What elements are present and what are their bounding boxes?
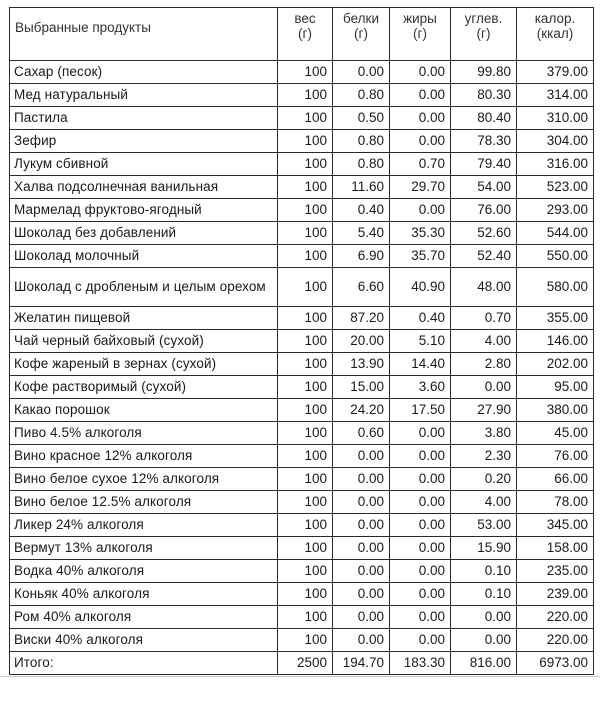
header-products: Выбранные продукты [10,8,278,61]
cell-fat: 0.00 [390,583,451,606]
table-row [10,514,594,537]
cell-protein: 0.00 [333,514,390,537]
cell-calories: 76.00 [517,445,594,468]
cell-fat: 0.00 [390,107,451,130]
cell-carbs: 78.30 [451,130,517,153]
table-row [10,61,594,84]
cell-calories: 45.00 [517,422,594,445]
cell-carbs: 76.00 [451,199,517,222]
cell-carbs: 4.00 [451,491,517,514]
cell-weight: 100 [278,399,333,422]
cell-calories: 379.00 [517,61,594,84]
table-header-row [10,8,594,61]
cell-protein: 13.90 [333,353,390,376]
table-row [10,491,594,514]
cell-product: Желатин пищевой [10,307,278,330]
table-row [10,199,594,222]
table-row [10,245,594,268]
cell-protein: 15.00 [333,376,390,399]
cell-calories: 95.00 [517,376,594,399]
cell-calories: 580.00 [517,268,594,307]
cell-protein: 0.00 [333,629,390,652]
table-row [10,445,594,468]
cell-weight: 100 [278,537,333,560]
cell-fat: 0.00 [390,61,451,84]
cell-protein: 87.20 [333,307,390,330]
cell-protein: 0.80 [333,153,390,176]
table-row [10,629,594,652]
cell-product: Вино белое сухое 12% алкоголя [10,468,278,491]
cell-weight: 100 [278,583,333,606]
table-row [10,606,594,629]
total-protein: 194.70 [333,652,390,675]
cell-protein: 0.50 [333,107,390,130]
table-row [10,307,594,330]
cell-product: Сахар (песок) [10,61,278,84]
cell-protein: 0.00 [333,537,390,560]
cell-carbs: 27.90 [451,399,517,422]
table-row [10,468,594,491]
cell-fat: 14.40 [390,353,451,376]
cell-product: Мед натуральный [10,84,278,107]
cell-fat: 0.00 [390,629,451,652]
cell-fat: 0.00 [390,199,451,222]
table-body [10,61,594,675]
cell-weight: 100 [278,330,333,353]
cell-fat: 29.70 [390,176,451,199]
cell-protein: 6.60 [333,268,390,307]
bottom-divider [0,676,600,677]
cell-fat: 5.10 [390,330,451,353]
cell-fat: 40.90 [390,268,451,307]
cell-protein: 0.00 [333,583,390,606]
cell-product: Ром 40% алкоголя [10,606,278,629]
cell-calories: 146.00 [517,330,594,353]
table-row [10,376,594,399]
cell-calories: 78.00 [517,491,594,514]
cell-calories: 314.00 [517,84,594,107]
cell-fat: 0.00 [390,445,451,468]
table-row [10,399,594,422]
cell-weight: 100 [278,514,333,537]
cell-weight: 100 [278,153,333,176]
cell-product: Вино красное 12% алкоголя [10,445,278,468]
cell-fat: 17.50 [390,399,451,422]
cell-protein: 0.00 [333,560,390,583]
table-row [10,153,594,176]
cell-weight: 100 [278,199,333,222]
cell-product: Лукум сбивной [10,153,278,176]
cell-calories: 202.00 [517,353,594,376]
table-row [10,176,594,199]
cell-protein: 0.00 [333,445,390,468]
cell-calories: 239.00 [517,583,594,606]
cell-weight: 100 [278,560,333,583]
total-calories: 6973.00 [517,652,594,675]
cell-fat: 0.70 [390,153,451,176]
cell-weight: 100 [278,468,333,491]
cell-protein: 0.00 [333,491,390,514]
cell-product: Кофе растворимый (сухой) [10,376,278,399]
cell-carbs: 0.00 [451,629,517,652]
cell-protein: 20.00 [333,330,390,353]
cell-carbs: 0.20 [451,468,517,491]
cell-carbs: 0.10 [451,560,517,583]
table-row [10,84,594,107]
cell-weight: 100 [278,307,333,330]
cell-calories: 310.00 [517,107,594,130]
table-row [10,560,594,583]
header-weight: вес (г) [278,8,333,61]
table-row [10,422,594,445]
cell-carbs: 3.80 [451,422,517,445]
cell-fat: 0.00 [390,514,451,537]
cell-calories: 304.00 [517,130,594,153]
cell-carbs: 48.00 [451,268,517,307]
cell-calories: 66.00 [517,468,594,491]
cell-protein: 5.40 [333,222,390,245]
cell-calories: 293.00 [517,199,594,222]
header-fat: жиры (г) [390,8,451,61]
table-row [10,268,594,307]
cell-weight: 100 [278,222,333,245]
cell-calories: 158.00 [517,537,594,560]
table-row [10,107,594,130]
cell-calories: 550.00 [517,245,594,268]
cell-product: Водка 40% алкоголя [10,560,278,583]
total-carbs: 816.00 [451,652,517,675]
cell-product: Мармелад фруктово-ягодный [10,199,278,222]
cell-fat: 0.00 [390,130,451,153]
cell-fat: 0.00 [390,491,451,514]
cell-carbs: 4.00 [451,330,517,353]
cell-calories: 220.00 [517,606,594,629]
cell-fat: 35.30 [390,222,451,245]
cell-weight: 100 [278,107,333,130]
cell-carbs: 2.80 [451,353,517,376]
cell-calories: 220.00 [517,629,594,652]
cell-carbs: 53.00 [451,514,517,537]
total-fat: 183.30 [390,652,451,675]
cell-carbs: 52.40 [451,245,517,268]
cell-carbs: 79.40 [451,153,517,176]
cell-product: Зефир [10,130,278,153]
cell-calories: 235.00 [517,560,594,583]
cell-protein: 11.60 [333,176,390,199]
cell-product: Какао порошок [10,399,278,422]
cell-calories: 380.00 [517,399,594,422]
total-label: Итого: [10,652,278,675]
cell-product: Пиво 4.5% алкоголя [10,422,278,445]
cell-product: Коньяк 40% алкоголя [10,583,278,606]
cell-carbs: 99.80 [451,61,517,84]
cell-product: Вино белое 12.5% алкоголя [10,491,278,514]
cell-product: Шоколад молочный [10,245,278,268]
cell-product: Кофе жареный в зернах (сухой) [10,353,278,376]
cell-protein: 6.90 [333,245,390,268]
cell-fat: 0.00 [390,560,451,583]
cell-weight: 100 [278,61,333,84]
cell-protein: 0.80 [333,84,390,107]
cell-weight: 100 [278,422,333,445]
cell-carbs: 0.70 [451,307,517,330]
cell-carbs: 80.40 [451,107,517,130]
table-row [10,330,594,353]
cell-carbs: 0.00 [451,606,517,629]
table-row [10,222,594,245]
cell-product: Чай черный байховый (сухой) [10,330,278,353]
cell-fat: 35.70 [390,245,451,268]
nutrition-table [9,7,594,675]
cell-carbs: 52.60 [451,222,517,245]
cell-fat: 0.00 [390,84,451,107]
table-row [10,130,594,153]
cell-carbs: 54.00 [451,176,517,199]
cell-protein: 24.20 [333,399,390,422]
cell-product: Вермут 13% алкоголя [10,537,278,560]
cell-weight: 100 [278,84,333,107]
cell-product: Пастила [10,107,278,130]
cell-calories: 355.00 [517,307,594,330]
cell-product: Шоколад без добавлений [10,222,278,245]
cell-weight: 100 [278,445,333,468]
cell-protein: 0.60 [333,422,390,445]
cell-calories: 523.00 [517,176,594,199]
cell-protein: 0.40 [333,199,390,222]
cell-carbs: 2.30 [451,445,517,468]
cell-weight: 100 [278,606,333,629]
cell-calories: 544.00 [517,222,594,245]
cell-carbs: 80.30 [451,84,517,107]
cell-weight: 100 [278,176,333,199]
cell-fat: 0.00 [390,606,451,629]
cell-weight: 100 [278,491,333,514]
cell-weight: 100 [278,130,333,153]
cell-weight: 100 [278,245,333,268]
cell-product: Халва подсолнечная ванильная [10,176,278,199]
cell-product: Ликер 24% алкоголя [10,514,278,537]
cell-weight: 100 [278,353,333,376]
cell-protein: 0.00 [333,61,390,84]
cell-carbs: 0.00 [451,376,517,399]
cell-protein: 0.80 [333,130,390,153]
cell-calories: 345.00 [517,514,594,537]
cell-product: Шоколад с дробленым и целым орехом [10,268,278,307]
cell-calories: 316.00 [517,153,594,176]
table-row [10,537,594,560]
total-row [10,652,594,675]
header-calories: калор. (ккал) [517,8,594,61]
cell-protein: 0.00 [333,606,390,629]
total-weight: 2500 [278,652,333,675]
cell-product: Виски 40% алкоголя [10,629,278,652]
cell-weight: 100 [278,268,333,307]
cell-fat: 0.00 [390,468,451,491]
table-row [10,583,594,606]
cell-carbs: 0.10 [451,583,517,606]
cell-fat: 0.40 [390,307,451,330]
table-row [10,353,594,376]
cell-weight: 100 [278,376,333,399]
cell-weight: 100 [278,629,333,652]
cell-carbs: 15.90 [451,537,517,560]
nutrition-table-container [9,7,593,675]
cell-fat: 3.60 [390,376,451,399]
cell-fat: 0.00 [390,537,451,560]
cell-fat: 0.00 [390,422,451,445]
header-protein: белки (г) [333,8,390,61]
header-carbs: углев. (г) [451,8,517,61]
cell-protein: 0.00 [333,468,390,491]
